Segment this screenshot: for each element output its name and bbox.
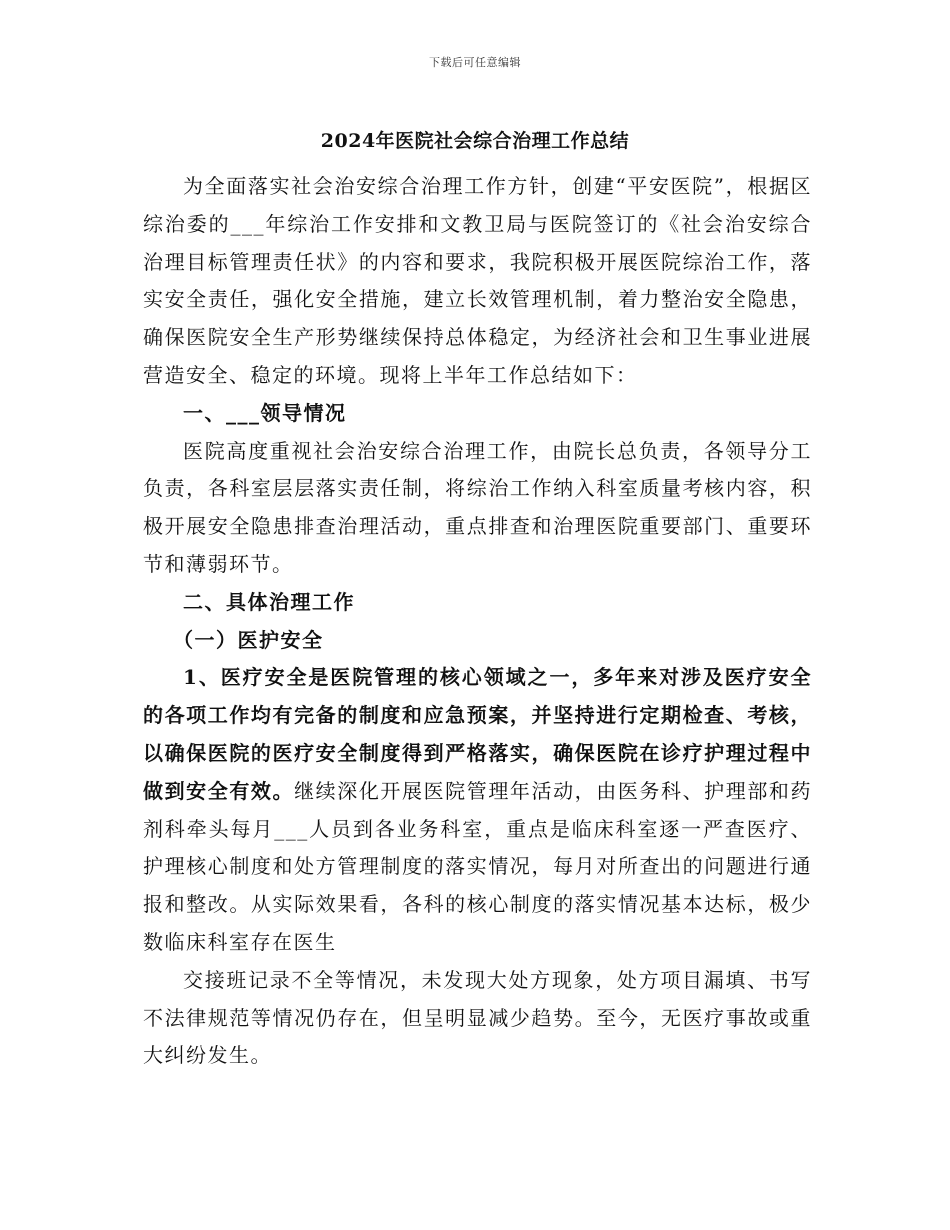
document-title: 2024年医院社会综合治理工作总结: [320, 130, 630, 152]
intro-paragraph: 为全面落实社会治安综合治理工作方针，创建“平安医院”，根据区综治委的___年综治工作安排和文教卫局与医院签订的《社会治安综合治理目标管理责任状》的内容和要求，我院积极开展医院综治工作，落实安全责任，强化安全措施，建立长效管理机制，着力整治安全隐患，确保医院安全生产形势继续保持总体稳定，为经济社会和卫生事业进展营造安全、稳定的环境。现将上半年工作总结如下：: [143, 174, 812, 387]
item1-bold-text: 1、医疗安全是医院管理的核心领域之一，多年来对涉及医疗安全的各项工作均有完备的制度和应急预案，并坚持进行定期检查、考核，以确保医院的医疗安全制度得到严格落实，确保医院在诊疗护理过程中做到安全有效。: [143, 665, 812, 803]
item1-paragraph: [143, 659, 812, 961]
header-note: 下载后可任意编辑: [429, 56, 521, 69]
section1-paragraph: 医院高度重视社会治安综合治理工作，由院长总负责，各领导分工负责，各科室层层落实责任制，将综治工作纳入科室质量考核内容，积极开展安全隐患排查治理活动，重点排查和治理医院重要部门、重要环节和薄弱环节。: [143, 438, 812, 576]
section2-heading: 二、具体治理工作: [183, 589, 355, 614]
document-body: [143, 168, 812, 1075]
section1-heading: 一、___领导情况: [183, 400, 347, 425]
item1-regular-text: 继续深化开展医院管理年活动，由医务科、护理部和药剂科牵头每月___人员到各业务科室，重点是临床科室逐一严查医疗、护理核心制度和处方管理制度的落实情况，每月对所查出的问题进行通报和整改。从实际效果看，各科的核心制度的落实情况基本达标，极少数临床科室存在医生: [143, 778, 813, 954]
item1-continued-paragraph: 交接班记录不全等情况，未发现大处方现象，处方项目漏填、书写不法律规范等情况仍存在，但呈明显减少趋势。至今，无医疗事故或重大纠纷发生。: [143, 967, 812, 1068]
subsection1-heading: （一）医护安全: [173, 627, 324, 652]
